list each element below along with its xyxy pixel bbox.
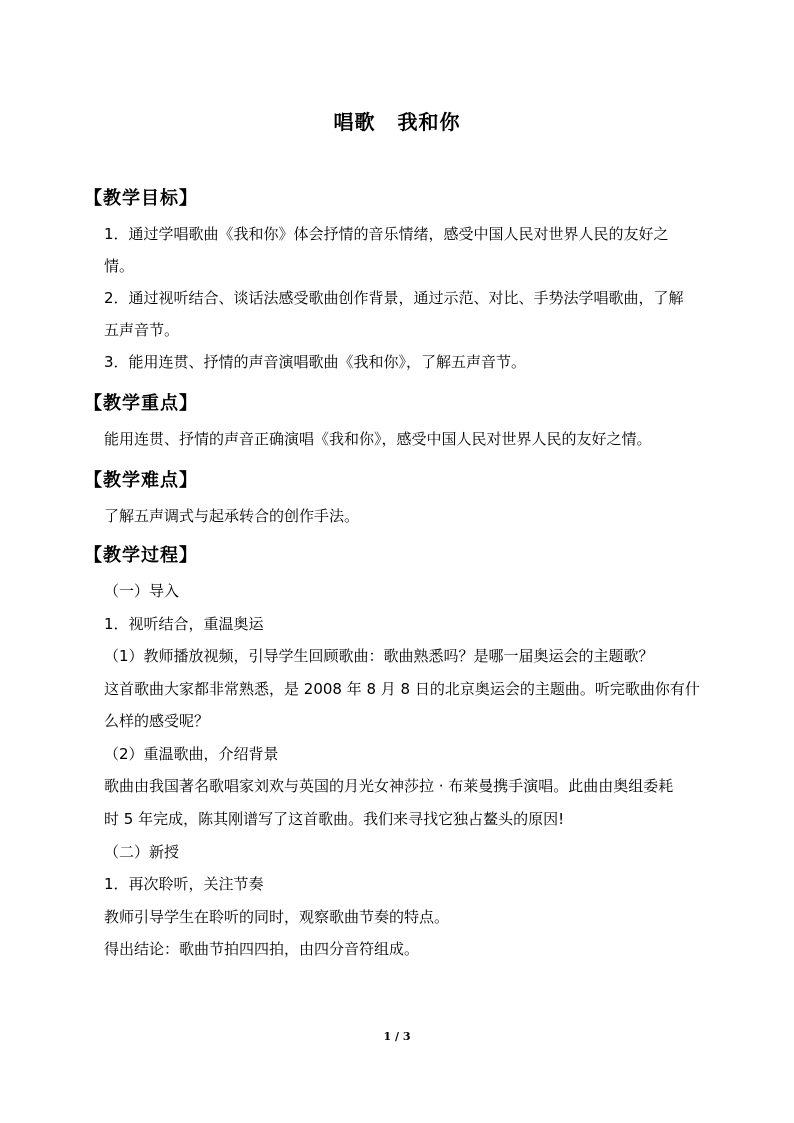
goal-2-line-2: 五声音节。 bbox=[104, 321, 180, 339]
page-number: 1 / 3 bbox=[383, 1030, 411, 1043]
page-title bbox=[0, 106, 794, 135]
heading-goals: 【教学目标】 bbox=[84, 188, 198, 209]
heading-difficulty: 【教学难点】 bbox=[84, 470, 198, 491]
key-points-text: 能用连贯、抒情的声音正确演唱《我和你》，感受中国人民对世界人民的友好之情。 bbox=[104, 430, 652, 448]
heading-key-points: 【教学重点】 bbox=[84, 393, 198, 414]
process-line-4: 这首歌曲大家都非常熟悉，是 2008 年 8 月 8 日的北京奥运会的主题曲。听完歌曲你有什 bbox=[104, 680, 700, 698]
heading-process: 【教学过程】 bbox=[84, 545, 198, 566]
process-line-6: （2）重温歌曲，介绍背景 bbox=[104, 745, 279, 763]
goal-3: 3．能用连贯、抒情的声音演唱歌曲《我和你》，了解五声音节。 bbox=[104, 353, 527, 371]
process-line-8: 时 5 年完成，陈其刚谱写了这首歌曲。我们来寻找它独占鳌头的原因! bbox=[104, 810, 565, 828]
goal-2-line-1: 2．通过视听结合、谈话法感受歌曲创作背景，通过示范、对比、手势法学唱歌曲，了解 bbox=[104, 289, 684, 307]
process-line-5: 么样的感受呢？ bbox=[104, 712, 210, 730]
process-line-9: （二）新授 bbox=[104, 843, 180, 861]
process-line-3: （1）教师播放视频，引导学生回顾歌曲：歌曲熟悉吗？是哪一届奥运会的主题歌？ bbox=[104, 647, 654, 665]
title-part-2: 我和你 bbox=[397, 110, 461, 134]
process-line-7: 歌曲由我国著名歌唱家刘欢与英国的月光女神莎拉 · 布莱曼携手演唱。此曲由奥组委耗 bbox=[104, 777, 674, 795]
difficulty-text: 了解五声调式与起承转合的创作手法。 bbox=[104, 507, 360, 525]
goal-1-line-1: 1．通过学唱歌曲《我和你》体会抒情的音乐情绪，感受中国人民对世界人民的友好之 bbox=[104, 225, 669, 243]
title-part-1: 唱歌 bbox=[333, 110, 376, 134]
process-line-10: 1．再次聆听，关注节奏 bbox=[104, 875, 264, 893]
process-line-12: 得出结论：歌曲节拍四四拍，由四分音符组成。 bbox=[104, 940, 420, 958]
process-line-2: 1．视听结合，重温奥运 bbox=[104, 615, 264, 633]
goal-1-line-2: 情。 bbox=[104, 257, 135, 275]
process-line-11: 教师引导学生在聆听的同时，观察歌曲节奏的特点。 bbox=[104, 908, 450, 926]
process-line-1: （一）导入 bbox=[104, 582, 180, 600]
